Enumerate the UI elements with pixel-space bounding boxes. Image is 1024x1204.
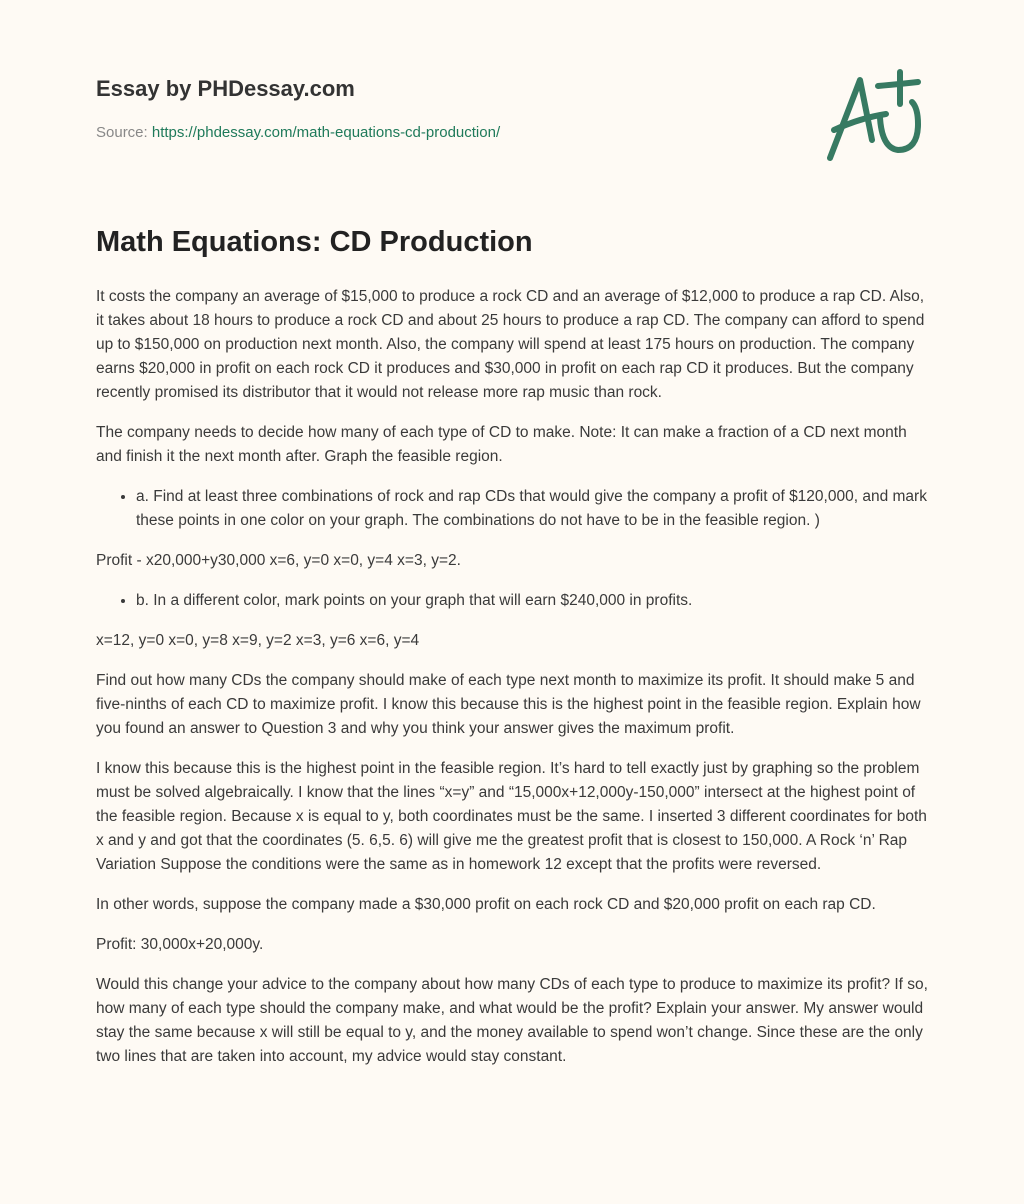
paragraph: Profit: 30,000x+20,000y.: [96, 936, 264, 953]
site-title: Essay by PHDessay.com: [96, 76, 355, 101]
source-link[interactable]: https://phdessay.com/math-equations-cd-production/: [151, 124, 501, 141]
paragraph: I know this because this is the highest point in the feasible region. It’s hard to tell exactly just by graphing so the problem must be solved algebraically. I know that the lines “x=y” and “15,000x+12,000y-150,000” intersect at the highest point of the feasible region. Because x is equal to y, both coordinates must be the same. I inserted 3 different coordinates for both x and y and got that the coordinates (5. 6,5. 6) will give me the greatest profit that is closest to 150,000. A Rock ‘n’ Rap Variation Suppose the conditions were the same as in homework 12 except that the profits were reversed.: [96, 760, 927, 873]
paragraph: Would this change your advice to the company about how many CDs of each type to produce to maximize its profit? If so, how many of each type should the company make, and what would be the profit? Explain your answer. My answer would stay the same because x will still be equal to y, and the money available to spend won’t change. Since these are the only two lines that are taken into account, my advice would stay constant.: [96, 976, 928, 1065]
paragraph: It costs the company an average of $15,000 to produce a rock CD and an average of $12,000 to produce a rap CD. Also, it takes about 18 hours to produce a rock CD and about 25 hours to produce a rap CD. The company can afford to spend up to $150,000 on production next month. Also, the company will spend at least 175 hours on production. The company earns $20,000 in profit on each rock CD it produces and $30,000 in profit on each rap CD it produces. But the company recently promised its distributor that it would not release more rap music than rock.: [96, 288, 925, 401]
bullet-list: [96, 589, 928, 613]
a-plus-logo-icon: [820, 68, 930, 164]
list-item: • a. Find at least three combinations of rock and rap CDs that would give the company a profit of $120,000, and mark these points in one color on your graph. The combinations do not have to be in the feasible region. ): [136, 485, 928, 533]
source-label: Source:: [96, 124, 148, 141]
bullet-list: [96, 485, 928, 533]
source-line: [96, 124, 500, 141]
article-body: [96, 285, 928, 1085]
paragraph: Profit - x20,000+y30,000 x=6, y=0 x=0, y=4 x=3, y=2.: [96, 552, 461, 569]
paragraph: Find out how many CDs the company should make of each type next month to maximize its profit. It should make 5 and five-ninths of each CD to maximize profit. I know this because this is the highest point in the feasible region. Explain how you found an answer to Question 3 and why you think your answer gives the maximum profit.: [96, 672, 921, 737]
paragraph: In other words, suppose the company made a $30,000 profit on each rock CD and $20,000 profit on each rap CD.: [96, 896, 876, 913]
list-item: • b. In a different color, mark points on your graph that will earn $240,000 in profits.: [136, 589, 928, 613]
paragraph: The company needs to decide how many of each type of CD to make. Note: It can make a fraction of a CD next month and finish it the next month after. Graph the feasible region.: [96, 424, 907, 465]
article-title: Math Equations: CD Production: [96, 226, 533, 258]
paragraph: x=12, y=0 x=0, y=8 x=9, y=2 x=3, y=6 x=6, y=4: [96, 632, 420, 649]
